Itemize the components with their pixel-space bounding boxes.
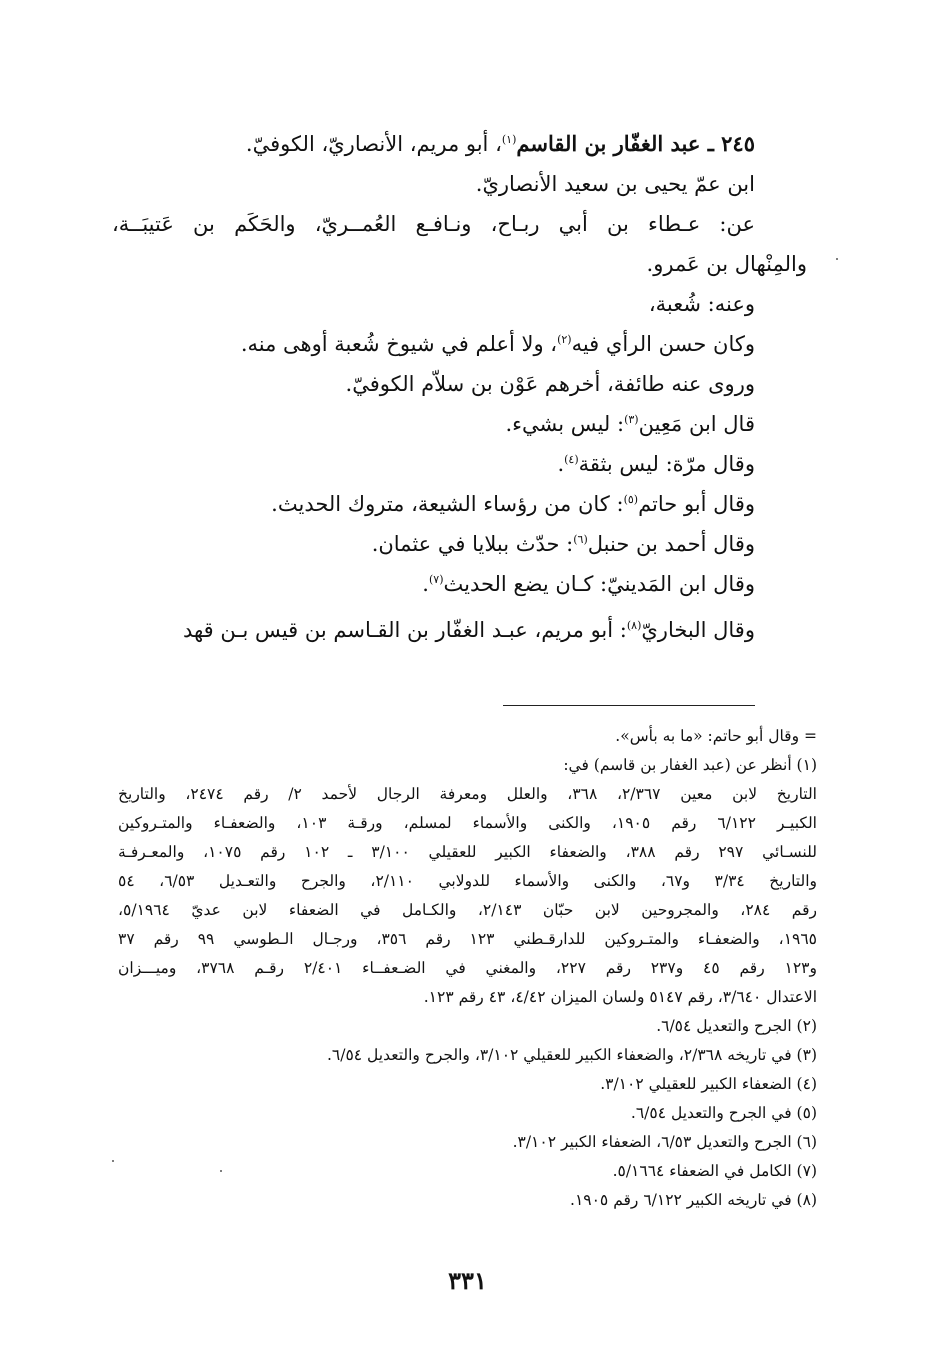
footnote-6: (٦) الجرح والتعديل ٦/٥٣، الضعفاء الكبير ٣/١٠٢. [512, 1133, 817, 1151]
footnote-ref-3[interactable]: (٣) [624, 413, 639, 426]
text-segment: وقال أبو حاتم [638, 492, 755, 516]
text-segment: وقال البخاريّ [641, 618, 755, 642]
footnote-4: (٤) الضعفاء الكبير للعقيلي ٣/١٠٢. [600, 1075, 817, 1093]
footnote-ref-1[interactable]: (١) [501, 133, 517, 146]
entry-line-ahmad [112, 524, 755, 564]
entry-line-narrators: وروى عنه طائفة، أخرهم عَوْن بن سلاّم الكوفيّ. [345, 372, 755, 396]
text-segment: وكان حسن الرأي فيه [571, 332, 755, 356]
text-segment: : حدّث ببلايا في عثمان. [371, 532, 574, 556]
entry-line-students: وعنه: شُعبة، [648, 292, 755, 316]
footnote-1-line: الكبيـر ٦/١٢٢ رقم ١٩٠٥، والكنى والأسماء لمسلم، ورقـة ١٠٣، والضعفـاء والمتـروكين [118, 814, 817, 832]
footnote-1-line: التاريخ لابن معين ٢/٣٦٧، ٣٦٨، والعلل ومعرفة الرجال لأحمد ٢/ رقم ٢٤٧٤، والتاريخ [118, 785, 817, 803]
text-segment: ، ولا أعلم في شيوخ شُعبة أوهى منه. [240, 332, 558, 356]
footnote-2: (٢) الجرح والتعديل ٦/٥٤. [656, 1017, 817, 1035]
footnote-5: (٥) في الجرح والتعديل ٦/٥٤. [630, 1104, 817, 1122]
entry-line-abu-hatim [112, 484, 755, 524]
footnote-1-head: (١) أنظر عن (عبد الغفار بن قاسم) في: [563, 756, 817, 774]
entry-line-relation: ابن عمّ يحيى بن سعيد الأنصاريّ. [475, 172, 755, 196]
text-segment: وقال مرّة: ليس بثقة [578, 452, 755, 476]
footnote-1-line: ١٩٦٥، والضعفـاء والمتـروكين للدارقـطني ١٢٣ رقم ٣٥٦، ورجـال الـطوسي ٩٩ رقم ٣٧ [118, 930, 817, 948]
scan-speck [112, 1160, 114, 1162]
entry-heading-rest: ، أبو مريم، الأنصاريّ، الكوفيّ. [245, 132, 502, 156]
entry-line-bukhari [112, 610, 755, 650]
footnote-1-line: رقم ٢٨٤، والمجروحين لابن حبّان ٢/١٤٣، والكـامل في الضعفاء لابن عديّ ٥/١٩٦٤، [118, 901, 817, 919]
scan-speck [220, 1170, 222, 1172]
entry-line-ibn-madini [112, 564, 755, 604]
text-segment: قال ابن مَعِين [638, 412, 755, 436]
entry-line-teachers-continued: والمِنْهال بن عَمرو. [646, 252, 807, 276]
footnote-ref-2[interactable]: (٢) [557, 333, 572, 346]
footnote-1-body [118, 780, 817, 1012]
text-segment: : ليس بشيء. [505, 412, 625, 436]
biography-entry [112, 124, 807, 650]
footnotes [118, 722, 817, 1215]
footnote-8: (٨) في تاريخه الكبير ٦/١٢٢ رقم ١٩٠٥. [570, 1191, 817, 1209]
footnote-1-line: للنسـائي ٢٩٧ رقم ٣٨٨، والضعفاء الكبير للعقيلي ٣/١٠٠ ـ ١٠٢ رقم ١٠٧٥، والمعـرفـة [118, 843, 817, 861]
footnote-ref-7[interactable]: (٧) [428, 573, 444, 586]
text-segment: : أبو مريم، عبـد الغفّار بن القـاسم بن قيس بـن قهد [182, 618, 627, 642]
entry-line-another-time [112, 444, 755, 484]
entry-number-and-name: ٢٤٥ ـ عبد الغفّار بن القاسم [516, 131, 755, 156]
footnote-ref-8[interactable]: (٨) [626, 619, 642, 632]
footnote-ref-6[interactable]: (٦) [573, 533, 588, 546]
entry-line-shuba-opinion [112, 324, 755, 364]
footnote-ref-5[interactable]: (٥) [623, 493, 639, 506]
footnote-ref-4[interactable]: (٤) [564, 453, 579, 466]
footnote-1-line: و١٢٣ رقم ٤٥ و٢٣٧ رقم ٢٢٧، والمغني في الضـعفــاء ٢/٤٠١ رقـم ٣٧٦٨، وميـــزان [118, 959, 817, 977]
entry-line-ibn-main [112, 404, 755, 444]
text-segment: . [422, 572, 429, 596]
footnote-1-line: والتاريخ ٣/٣٤ و٦٧، والكنى والأسماء للدولابي ٢/١١٠، والجرح والتعـديل ٦/٥٣، ٥٤ [118, 872, 817, 890]
footnote-1-line: الاعتدال ٣/٦٤٠، رقم ٥١٤٧ ولسان الميزان ٤/٤٢، ٤٣ رقم ١٢٣. [423, 988, 817, 1006]
text-segment: : كان من رؤساء الشيعة، متروك الحديث. [271, 492, 624, 516]
text-segment: . [557, 452, 565, 476]
entry-line-teachers: عن: عـطاء بن أبي ربـاح، ونـافـع العُمــريّ، والحَكَم بن عَتيبَــة، [112, 212, 755, 236]
footnote-7: (٧) الكامل في الضعفاء ٥/١٦٦٤. [612, 1162, 817, 1180]
text-segment: وقال أحمد بن حنبل [587, 532, 755, 556]
scan-speck [836, 258, 838, 260]
entry-heading-line [112, 124, 755, 164]
footnote-carryover: = وقال أبو حاتم: «ما به بأس». [615, 727, 817, 745]
page-number: ٣٣١ [448, 1266, 487, 1295]
footnote-separator [503, 705, 755, 706]
footnote-3: (٣) في تاريخه ٢/٣٦٨، والضعفاء الكبير للعقيلي ٣/١٠٢، والجرح والتعديل ٦/٥٤. [326, 1046, 817, 1064]
text-segment: وقال ابن المَدينيّ: كـان يضع الحديث [443, 572, 755, 596]
